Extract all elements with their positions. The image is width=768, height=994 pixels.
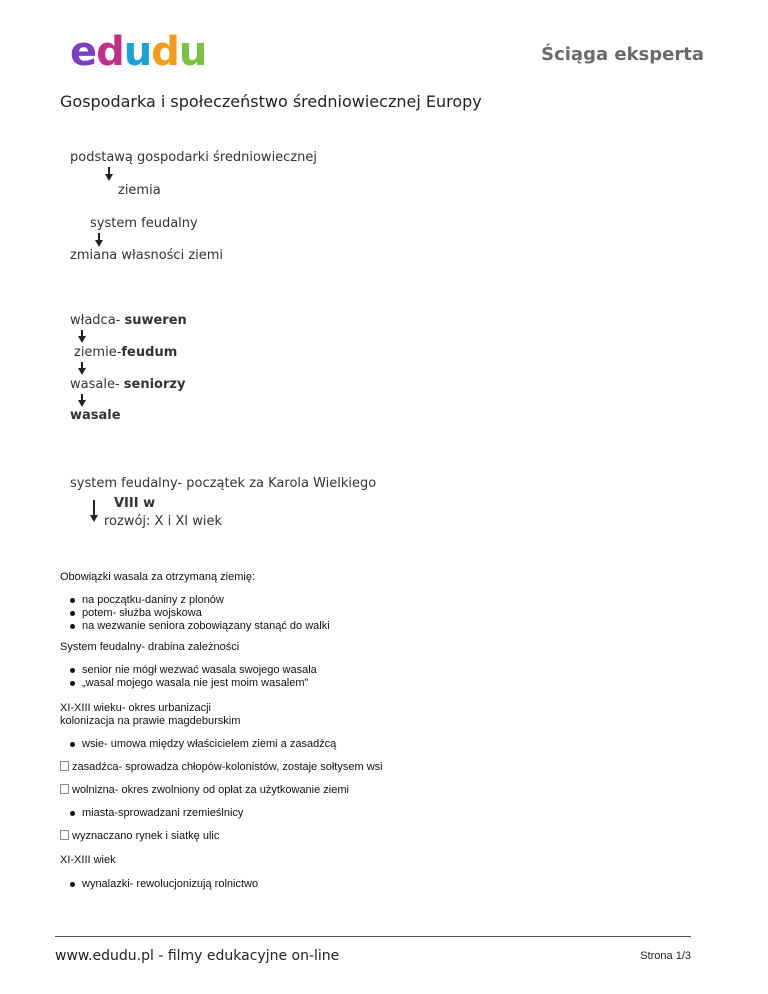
diagram-text: ziemia <box>118 183 161 198</box>
hierarchy-text: wasale- <box>70 377 124 392</box>
hierarchy-text: władca- <box>70 313 125 328</box>
ladder-list <box>68 664 317 690</box>
diagram-text: system feudalny <box>90 216 198 231</box>
urbanization-text <box>60 702 240 728</box>
footer-website-link[interactable]: www.edudu.pl - filmy edukacyjne on-line <box>55 948 340 964</box>
header-subtitle: Ściąga eksperta <box>541 44 704 65</box>
logo-letter: u <box>123 29 152 75</box>
diagram-text: zmiana własności ziemi <box>70 248 224 263</box>
duties-list <box>68 594 330 633</box>
boxed-item <box>60 761 383 773</box>
diagram-text: podstawą gospodarki średniowiecznej <box>70 150 317 165</box>
arrow-down-icon <box>105 174 113 181</box>
hierarchy-term: suweren <box>124 313 187 328</box>
hierarchy-row <box>70 313 187 328</box>
hierarchy-row <box>74 345 177 360</box>
arrow-down-icon <box>78 368 86 375</box>
boxed-item-text: zasadźca- sprowadza chłopów-kolonistów, zostaje sołtysem wsi <box>72 761 383 773</box>
villages-list <box>68 738 336 751</box>
logo-letter: d <box>151 29 179 75</box>
urbanization-line: kolonizacja na prawie magdeburskim <box>60 715 241 727</box>
hierarchy-text: ziemie- <box>74 345 122 360</box>
arrow-down-icon <box>90 515 98 522</box>
timeline-text: rozwój: X i XI wiek <box>104 514 222 529</box>
list-item: miasta-sprowadzani rzemieślnicy <box>68 807 243 820</box>
hierarchy-term: wasale <box>70 408 121 423</box>
boxed-item-text: wolnizna- okres zwolniony od opłat za użytkowanie ziemi <box>72 784 349 796</box>
list-item: „wasal mojego wasala nie jest moim wasalem” <box>68 677 317 690</box>
inventions-heading: XI-XIII wiek <box>60 854 116 866</box>
edudu-logo[interactable] <box>70 29 207 75</box>
timeline-text: system feudalny- początek za Karola Wielkiego <box>70 476 377 491</box>
hierarchy-row <box>70 377 185 392</box>
missing-glyph-box-icon <box>60 784 69 794</box>
logo-letter: e <box>70 29 97 75</box>
arrow-down-icon <box>95 240 103 247</box>
list-item: senior nie mógł wezwać wasala swojego wasala <box>68 664 317 677</box>
arrow-down-icon <box>78 400 86 407</box>
boxed-item-text: wyznaczano rynek i siatkę ulic <box>72 830 220 842</box>
hierarchy-term: seniorzy <box>123 377 186 392</box>
logo-letter: d <box>96 29 124 75</box>
list-item: potem- służba wojskowa <box>68 607 330 620</box>
list-item: wynalazki- rewolucjonizują rolnictwo <box>68 878 258 891</box>
ladder-heading: System feudalny- drabina zależności <box>60 641 240 653</box>
page-number: Strona 1/3 <box>640 950 691 962</box>
logo-letter: u <box>178 29 207 75</box>
missing-glyph-box-icon <box>60 761 69 771</box>
list-item: na wezwanie seniora zobowiązany stanąć do walki <box>68 620 330 633</box>
boxed-item <box>60 784 349 796</box>
arrow-down-icon <box>78 336 86 343</box>
timeline-text: VIII w <box>114 496 156 511</box>
arrow-stem <box>93 500 95 516</box>
towns-list <box>68 807 243 820</box>
page-title: Gospodarka i społeczeństwo średniowiecznej Europy <box>60 92 482 111</box>
inventions-list <box>68 878 258 891</box>
list-item: na początku-daniny z plonów <box>68 594 330 607</box>
hierarchy-term: feudum <box>121 345 178 360</box>
list-item: wsie- umowa między właścicielem ziemi a zasadźcą <box>68 738 336 751</box>
duties-heading: Obowiązki wasala za otrzymaną ziemię: <box>60 571 256 583</box>
missing-glyph-box-icon <box>60 830 69 840</box>
footer-divider <box>55 936 691 937</box>
boxed-item <box>60 830 219 842</box>
urbanization-line: XI-XIII wieku- okres urbanizacji <box>60 702 211 714</box>
